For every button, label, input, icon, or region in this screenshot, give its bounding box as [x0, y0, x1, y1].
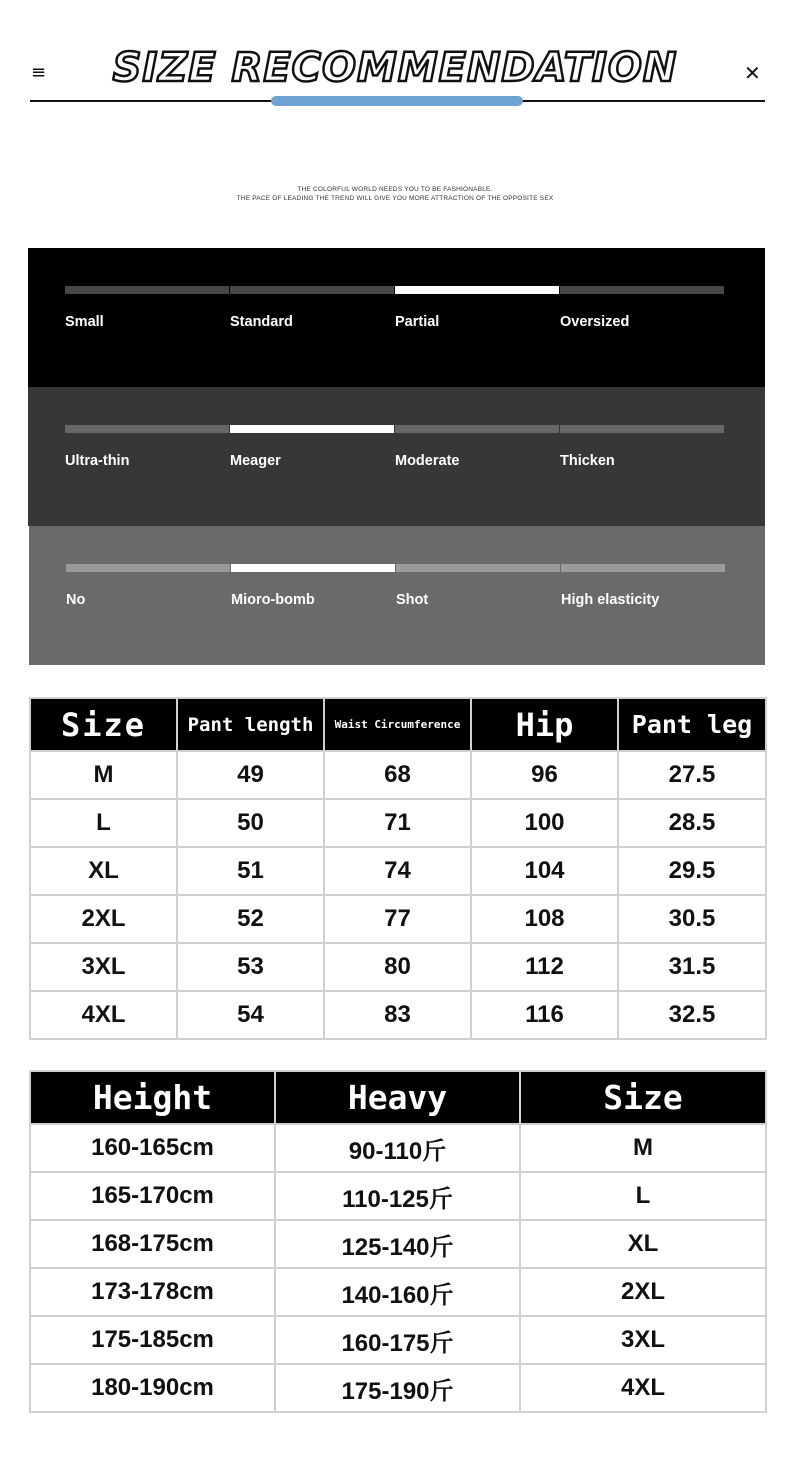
- table-row: [30, 1268, 766, 1316]
- table-cell: 90-110斤: [275, 1124, 520, 1172]
- table-cell: 49: [177, 751, 324, 799]
- elasticity-scale: [29, 526, 765, 665]
- scale-label: Moderate: [395, 453, 460, 469]
- close-icon[interactable]: ✕: [744, 61, 761, 85]
- table-cell: 28.5: [618, 799, 766, 847]
- table-cell: 32.5: [618, 991, 766, 1039]
- tagline-line-1: THE COLORFUL WORLD NEEDS YOU TO BE FASHIONABLE.: [297, 186, 493, 193]
- table-cell: 175-190斤: [275, 1364, 520, 1412]
- table-cell: 3XL: [520, 1316, 766, 1364]
- table-row: [30, 799, 766, 847]
- scale-segment: [395, 286, 559, 294]
- table-cell: 3XL: [30, 943, 177, 991]
- table-cell: 71: [324, 799, 471, 847]
- scale-segment: [231, 564, 395, 572]
- table-cell: 2XL: [520, 1268, 766, 1316]
- table-cell: 77: [324, 895, 471, 943]
- thickness-scale: [28, 387, 765, 526]
- scale-label: Shot: [396, 592, 429, 608]
- table-cell: 110-125斤: [275, 1172, 520, 1220]
- table-cell: 160-165cm: [30, 1124, 275, 1172]
- recommendation-header-row: [30, 1071, 766, 1124]
- table-cell: XL: [520, 1220, 766, 1268]
- table-cell: 100: [471, 799, 618, 847]
- scale-segment: [66, 564, 230, 572]
- scale-label: Small: [65, 314, 104, 330]
- table-row: [30, 895, 766, 943]
- tagline-line-2: THE PACE OF LEADING THE TREND WILL GIVE YOU MORE ATTRACTION OF THE OPPOSITE SEX: [236, 195, 554, 202]
- fit-scale: [28, 248, 765, 387]
- table-cell: 31.5: [618, 943, 766, 991]
- scale-label: Mioro-bomb: [231, 592, 315, 608]
- table-cell: 96: [471, 751, 618, 799]
- scale-segment: [65, 425, 229, 433]
- header-rec-size: Size: [520, 1071, 766, 1124]
- scale-segment: [395, 425, 559, 433]
- table-row: [30, 943, 766, 991]
- table-row: [30, 847, 766, 895]
- table-cell: 180-190cm: [30, 1364, 275, 1412]
- header-pant-leg: Pant leg: [618, 698, 766, 751]
- table-row: [30, 1124, 766, 1172]
- scale-label: Standard: [230, 314, 293, 330]
- scale-segment: [561, 564, 725, 572]
- header-height: Height: [30, 1071, 275, 1124]
- table-cell: 4XL: [520, 1364, 766, 1412]
- header-heavy: Heavy: [275, 1071, 520, 1124]
- table-cell: 83: [324, 991, 471, 1039]
- table-cell: 53: [177, 943, 324, 991]
- scale-segment: [65, 286, 229, 294]
- table-cell: 104: [471, 847, 618, 895]
- page-title: SIZE RECOMMENDATION: [112, 45, 678, 91]
- header-size: Size: [30, 698, 177, 751]
- table-cell: 168-175cm: [30, 1220, 275, 1268]
- table-cell: 125-140斤: [275, 1220, 520, 1268]
- scale-label: Oversized: [560, 314, 630, 330]
- scale-segment: [230, 286, 394, 294]
- size-chart-header-row: [30, 698, 766, 751]
- table-cell: 29.5: [618, 847, 766, 895]
- scale-segment: [396, 564, 560, 572]
- size-recommendation-table: [29, 1070, 767, 1413]
- scale-label: High elasticity: [561, 592, 660, 608]
- table-cell: 160-175斤: [275, 1316, 520, 1364]
- table-cell: 175-185cm: [30, 1316, 275, 1364]
- table-cell: L: [30, 799, 177, 847]
- header-accent-bar: [271, 96, 523, 106]
- scale-label: Meager: [230, 453, 281, 469]
- table-cell: 140-160斤: [275, 1268, 520, 1316]
- table-cell: M: [520, 1124, 766, 1172]
- table-cell: M: [30, 751, 177, 799]
- table-cell: 2XL: [30, 895, 177, 943]
- table-cell: XL: [30, 847, 177, 895]
- table-cell: 80: [324, 943, 471, 991]
- scale-segment: [560, 425, 724, 433]
- scale-label: Partial: [395, 314, 440, 330]
- table-row: [30, 1220, 766, 1268]
- table-cell: 68: [324, 751, 471, 799]
- table-cell: 27.5: [618, 751, 766, 799]
- table-cell: 52: [177, 895, 324, 943]
- header-pant-length: Pant length: [177, 698, 324, 751]
- size-chart-table: [29, 697, 767, 1040]
- table-cell: 50: [177, 799, 324, 847]
- scale-segment: [560, 286, 724, 294]
- table-row: [30, 991, 766, 1039]
- scale-label: Ultra-thin: [65, 453, 130, 469]
- table-cell: 74: [324, 847, 471, 895]
- table-cell: 51: [177, 847, 324, 895]
- table-cell: 108: [471, 895, 618, 943]
- scale-label: No: [66, 592, 86, 608]
- table-row: [30, 751, 766, 799]
- table-row: [30, 1172, 766, 1220]
- table-row: [30, 1316, 766, 1364]
- table-cell: 4XL: [30, 991, 177, 1039]
- table-cell: 30.5: [618, 895, 766, 943]
- table-cell: L: [520, 1172, 766, 1220]
- table-row: [30, 1364, 766, 1412]
- tagline: [0, 185, 790, 203]
- header: [0, 0, 790, 110]
- table-cell: 54: [177, 991, 324, 1039]
- table-cell: 116: [471, 991, 618, 1039]
- table-cell: 165-170cm: [30, 1172, 275, 1220]
- menu-icon[interactable]: ≡: [31, 62, 47, 83]
- table-cell: 112: [471, 943, 618, 991]
- header-hip: Hip: [471, 698, 618, 751]
- header-waist: Waist Circumference: [324, 698, 471, 751]
- scale-label: Thicken: [560, 453, 615, 469]
- table-cell: 173-178cm: [30, 1268, 275, 1316]
- scale-segment: [230, 425, 394, 433]
